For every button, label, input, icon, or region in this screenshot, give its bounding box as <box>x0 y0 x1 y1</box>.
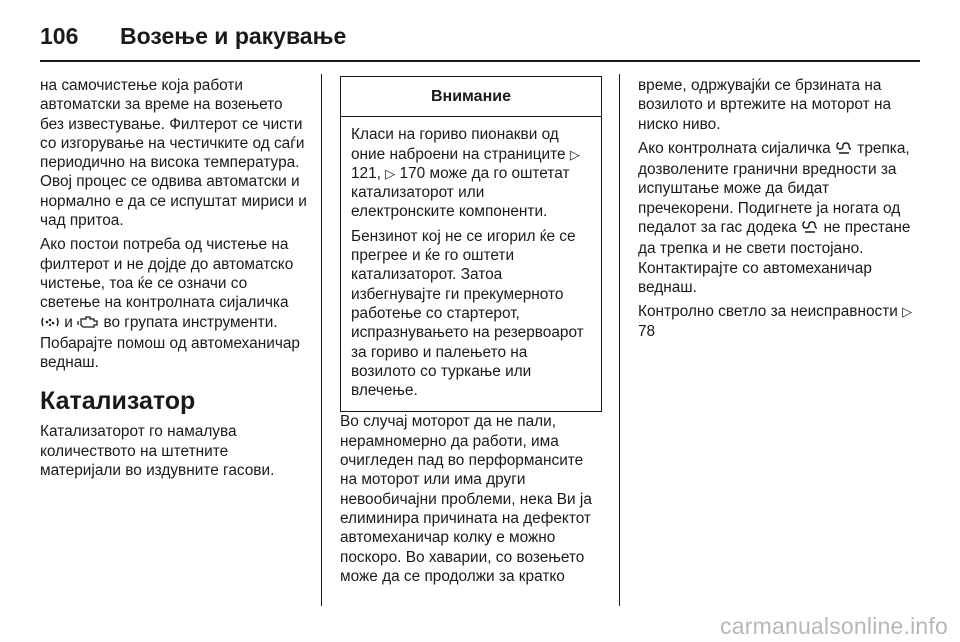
preheating-coil-icon <box>801 220 819 239</box>
catalyst-paragraph: Катализаторот го намалува количеството на штетните материјали во издувните гасови. <box>40 423 275 480</box>
page-ref-78[interactable]: 78 <box>638 322 656 340</box>
column-divider-right <box>619 74 620 606</box>
watermark: carmanualsonline.info <box>720 613 948 639</box>
header-rule <box>40 60 920 62</box>
malfunction-lamp-paragraph: Контролно светло за неисправности ▷ 78 <box>638 303 913 340</box>
diesel-particle-filter-icon <box>40 315 60 334</box>
page-reference-arrow-icon: ▷ <box>902 304 913 320</box>
page-ref-170[interactable]: 170 <box>399 164 426 182</box>
dpf-warning-paragraph: Ако постои потреба од чистење на филтерот и не дојде до автоматско чистење, тоа ќе се означи со светење на контролната сијаличка и во групата инструменти. Побарајте помош од автомеханичар веднаш. <box>40 236 300 372</box>
warning-paragraph-fuel: Класи на гориво пионакви од оние наброени на страниците ▷ 121, ▷ 170 може да го оштетат катализаторот или електронските компоненти. <box>351 126 580 221</box>
engine-malfunction-icon <box>77 315 99 334</box>
warning-title: Внимание <box>341 77 601 117</box>
page-header <box>40 14 920 58</box>
engine-fault-paragraph: Во случај моторот да не пали, нерамномерно да работи, има очигледен пад во перформансите на моторот или има други невообичајни проблеми, нека Ви ја елиминира причината на дефектот автомеханичар колку е можно поскоро. Во хаварии, со возењето може да се продолжи за кратко <box>340 413 592 585</box>
section-heading-catalyst: Катализатор <box>40 387 196 416</box>
warning-body <box>341 117 601 411</box>
column-left <box>40 76 308 485</box>
continuation-paragraph: време, одржувајќи се брзината на возилото и вртежите на моторот на ниско ниво. <box>638 77 892 133</box>
preheating-coil-icon <box>835 141 853 160</box>
page-title: Возење и ракување <box>120 22 347 49</box>
page-ref-121[interactable]: 121, <box>351 164 381 182</box>
page-reference-arrow-icon: ▷ <box>569 146 580 162</box>
warning-box <box>340 76 602 412</box>
page-number: 106 <box>40 22 79 49</box>
warning-paragraph-petrol: Бензинот кој не се игорил ќе се прегрее и ќе го оштети катализаторот. Затоа избегнувајте ги прекумерното работење со стартерот, испразнувањето на резервоарот за гориво и палењето на возилото со туркање или влечење. <box>351 227 584 400</box>
page-reference-arrow-icon: ▷ <box>385 165 396 181</box>
blinking-lamp-paragraph: Ако контролната сијаличка трепка, дозволените гранични вредности за испуштање може да бидат пречекорени. Подигнете ја ногата од педалот за гас додека не престане да трепка и не свети постојано. Контактирајте со автомеханичар веднаш. <box>638 139 911 296</box>
dpf-paragraph: на самочистење која работи автоматски за време на возењето без известување. Филтерот се чисти со изгорување на честичките од саѓи периодично на висока температура. Овој процес се одвива автоматски и нормално е да се испуштат мириси и чад притоа. <box>40 77 307 230</box>
column-right <box>638 76 913 346</box>
column-divider-left <box>321 74 322 606</box>
column-middle <box>340 76 602 591</box>
